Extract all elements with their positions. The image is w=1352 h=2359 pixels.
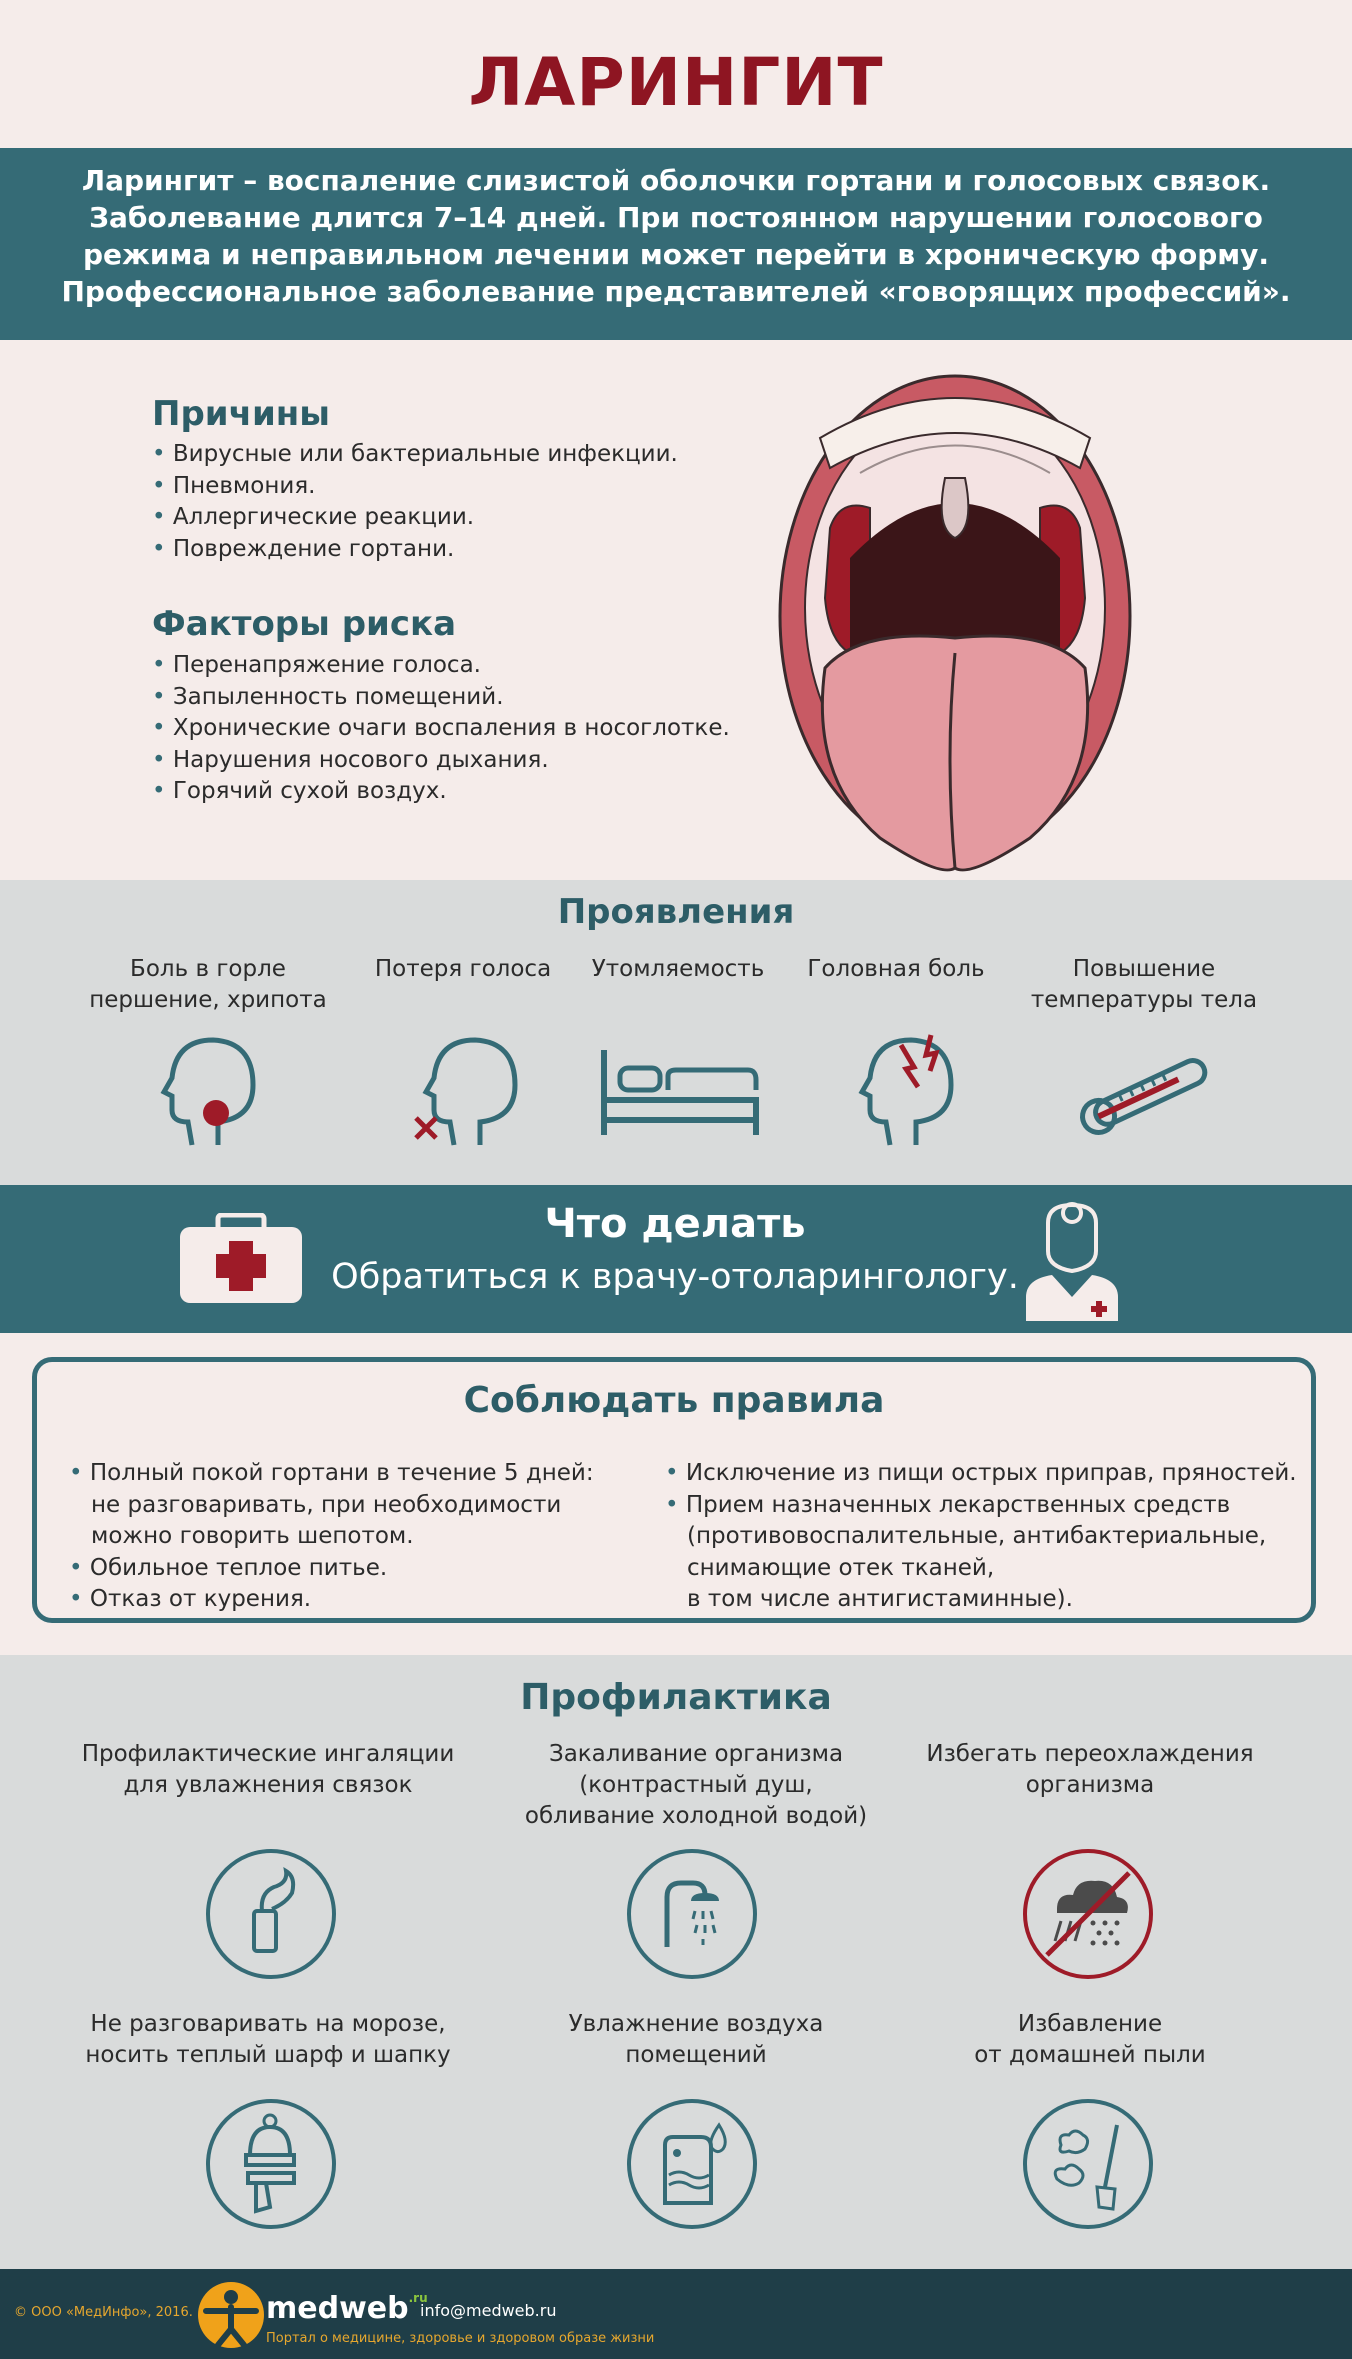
manifestations-section (0, 880, 1352, 1185)
list-item: • Полный покой гортани в течение 5 дней: (69, 1460, 594, 1486)
list-item: • Обильное теплое питье. (69, 1554, 388, 1581)
open-mouth-illustration (770, 358, 1140, 878)
prevention-heading: Профилактика (520, 1677, 832, 1718)
prevention-label: Избегать переохлаждения организма (926, 1741, 1254, 1798)
rules-left-list (69, 1458, 594, 1616)
shower-icon (627, 1849, 757, 1979)
manifestation-label: Повышение температуры тела (1030, 956, 1258, 1013)
risks-list (152, 650, 730, 808)
list-item: не разговаривать, при необходимости (91, 1491, 562, 1518)
intro-text (30, 162, 1322, 310)
sore-throat-icon (158, 1030, 268, 1150)
first-aid-kit-icon (178, 1213, 304, 1305)
list-item: в том числе антигистаминные). (687, 1586, 1073, 1612)
manifestation-label: Боль в горле першение, хрипота (89, 956, 327, 1013)
list-item: • Повреждение гортани. (152, 535, 455, 562)
broom-dust-icon (1023, 2099, 1153, 2229)
intro-line: Профессиональное заболевание представителей «говорящих профессий». (61, 275, 1291, 308)
medweb-logo-icon (196, 2279, 266, 2351)
voice-loss-icon (410, 1030, 520, 1150)
manifestation-label: Головная боль (807, 956, 985, 982)
manifestation-label: Утомляемость (591, 956, 765, 982)
footer (0, 2269, 1352, 2359)
contact-email[interactable]: info@medweb.ru (420, 2301, 557, 2320)
what-to-do-banner (0, 1185, 1352, 1333)
rules-section (0, 1333, 1352, 1655)
manifestations-heading: Проявления (557, 892, 795, 932)
brand-name: medweb$^{.ru}$ (266, 2291, 428, 2326)
list-item: • Исключение из пищи острых приправ, пряностей. (665, 1460, 1297, 1486)
list-item: • Отказ от курения. (69, 1586, 312, 1612)
intro-banner (0, 148, 1352, 340)
list-item: • Горячий сухой воздух. (152, 778, 447, 804)
list-item: • Запыленность помещений. (152, 683, 504, 710)
list-item: • Хронические очаги воспаления в носоглотке. (152, 715, 730, 741)
prevention-label: Избавление от домашней пыли (974, 2011, 1206, 2068)
list-item: (противовоспалительные, антибактериальные, (687, 1523, 1267, 1549)
what-to-do-heading: Что делать (544, 1201, 806, 1247)
list-item: • Перенапряжение голоса. (152, 652, 481, 678)
list-item: • Вирусные или бактериальные инфекции. (152, 441, 678, 467)
rules-right-list (665, 1458, 1297, 1616)
list-item: • Пневмония. (152, 472, 316, 499)
list-item: • Прием назначенных лекарственных средств (665, 1491, 1231, 1518)
page-title: ЛАРИНГИТ (468, 44, 884, 121)
prevention-section (0, 1655, 1352, 2269)
hat-scarf-icon (206, 2099, 336, 2229)
causes-heading: Причины (152, 394, 331, 434)
causes-list (152, 439, 678, 565)
prevention-label: Не разговаривать на морозе, носить теплый шарф и шапку (85, 2011, 451, 2068)
humidifier-icon (627, 2099, 757, 2229)
intro-line: Ларингит – воспаление слизистой оболочки гортани и голосовых связок. (81, 164, 1271, 197)
list-item: • Аллергические реакции. (152, 504, 475, 530)
inhaler-icon (206, 1849, 336, 1979)
prevention-label: Закаливание организма (контрастный душ, обливание холодной водой) (524, 1741, 868, 1829)
rules-box (32, 1357, 1316, 1623)
what-to-do-text: Обратиться к врачу-отоларингологу. (331, 1257, 1019, 1297)
prevention-label: Профилактические ингаляции для увлажнения связок (81, 1741, 455, 1798)
doctor-icon (1022, 1197, 1122, 1323)
bed-icon (598, 1040, 763, 1140)
causes-section (0, 340, 1352, 880)
copyright: © ООО «МедИнфо», 2016. (14, 2305, 193, 2320)
manifestation-label: Потеря голоса (374, 956, 552, 982)
title-section (0, 0, 1352, 148)
prevention-label: Увлажнение воздуха помещений (568, 2011, 824, 2068)
list-item: снимающие отек тканей, (687, 1554, 995, 1581)
intro-line: Заболевание длится 7–14 дней. При постоянном нарушении голосового (89, 201, 1263, 234)
list-item: • Нарушения носового дыхания. (152, 746, 549, 773)
intro-line: режима и неправильном лечении может перейти в хроническую форму. (82, 238, 1270, 271)
list-item: можно говорить шепотом. (91, 1523, 414, 1549)
rules-heading: Соблюдать правила (463, 1380, 885, 1421)
tagline: Портал о медицине, здоровье и здоровом образе жизни (266, 2331, 655, 2346)
thermometer-icon (1072, 1050, 1222, 1140)
risks-heading: Факторы риска (152, 604, 457, 644)
headache-icon (846, 1025, 956, 1150)
no-cold-weather-icon (1023, 1849, 1153, 1979)
